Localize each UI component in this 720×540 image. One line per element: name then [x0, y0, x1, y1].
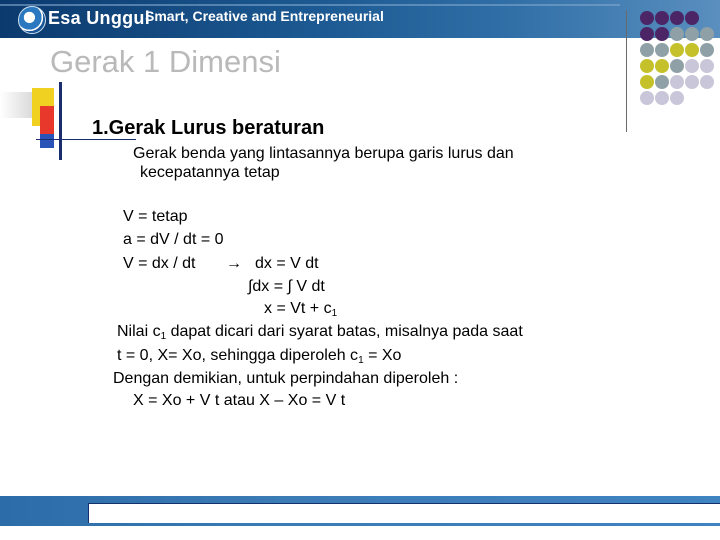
- decor-dot: [685, 11, 699, 25]
- decor-dot: [655, 27, 669, 41]
- text-conclusion: Dengan demikian, untuk perpindahan diperoleh :: [113, 370, 459, 387]
- decor-blue-block: [40, 134, 54, 148]
- decor-dot: [655, 91, 669, 105]
- decor-dot: [685, 27, 699, 41]
- arrow-icon: →: [226, 255, 242, 272]
- slide-title: Gerak 1 Dimensi: [50, 44, 281, 79]
- decor-dot: [670, 43, 684, 57]
- header-banner: [0, 0, 720, 38]
- decor-dot: [670, 11, 684, 25]
- text-initial-condition: t = 0, X= Xo, sehingga diperoleh $c_1 = Xo$: [117, 347, 402, 366]
- description-line-1: Gerak benda yang lintasannya berupa garis lurus dan: [133, 145, 514, 162]
- equation-velocity-derivative: V = dx / dt: [123, 255, 196, 272]
- decor-dot: [655, 43, 669, 57]
- decor-dot: [640, 91, 654, 105]
- equation-position: $x = Vt + c_1$: [264, 300, 338, 319]
- banner-stripe: [0, 4, 620, 6]
- decor-dot: [685, 75, 699, 89]
- decor-dot: [670, 27, 684, 41]
- description-line-2: kecepatannya tetap: [140, 164, 280, 181]
- decor-dot: [700, 59, 714, 73]
- logo-icon: [18, 6, 46, 34]
- text-boundary-condition: Nilai $c_1$ dapat dicari dari syarat batas, misalnya pada saat: [117, 323, 523, 342]
- equation-integral: ∫dx = ∫ V dt: [248, 278, 325, 295]
- decor-dot: [655, 59, 669, 73]
- decor-dot: [640, 59, 654, 73]
- equation-velocity-constant: V = tetap: [123, 208, 188, 225]
- decor-dot: [655, 11, 669, 25]
- decor-dot: [640, 11, 654, 25]
- decor-dot: [655, 75, 669, 89]
- equation-displacement: X = Xo + V t atau X – Xo = V t: [133, 392, 346, 409]
- tagline: Smart, Creative and Entrepreneurial: [145, 8, 384, 24]
- decor-dot: [700, 75, 714, 89]
- equation-acceleration: a = dV / dt = 0: [123, 231, 224, 248]
- equation-dx: dx = V dt: [255, 255, 319, 272]
- decor-dot: [700, 43, 714, 57]
- decor-dot: [700, 27, 714, 41]
- decor-vertical-line: [59, 82, 62, 160]
- decor-dot: [640, 27, 654, 41]
- footer-border-top: [88, 503, 720, 504]
- decor-dot: [670, 75, 684, 89]
- decor-dot: [670, 59, 684, 73]
- section-heading: 1.Gerak Lurus beraturan: [92, 117, 325, 139]
- decor-dot: [685, 43, 699, 57]
- decor-right-rule: [626, 10, 627, 132]
- decor-dot: [670, 91, 684, 105]
- footer-panel: [88, 503, 720, 523]
- decor-dot: [685, 59, 699, 73]
- decor-dot: [640, 75, 654, 89]
- logo-text: Esa Unggul: [48, 8, 151, 28]
- decor-grey-block: [0, 92, 34, 118]
- decor-dot: [640, 43, 654, 57]
- footer-border-left: [88, 503, 89, 523]
- decor-red-block: [40, 106, 54, 134]
